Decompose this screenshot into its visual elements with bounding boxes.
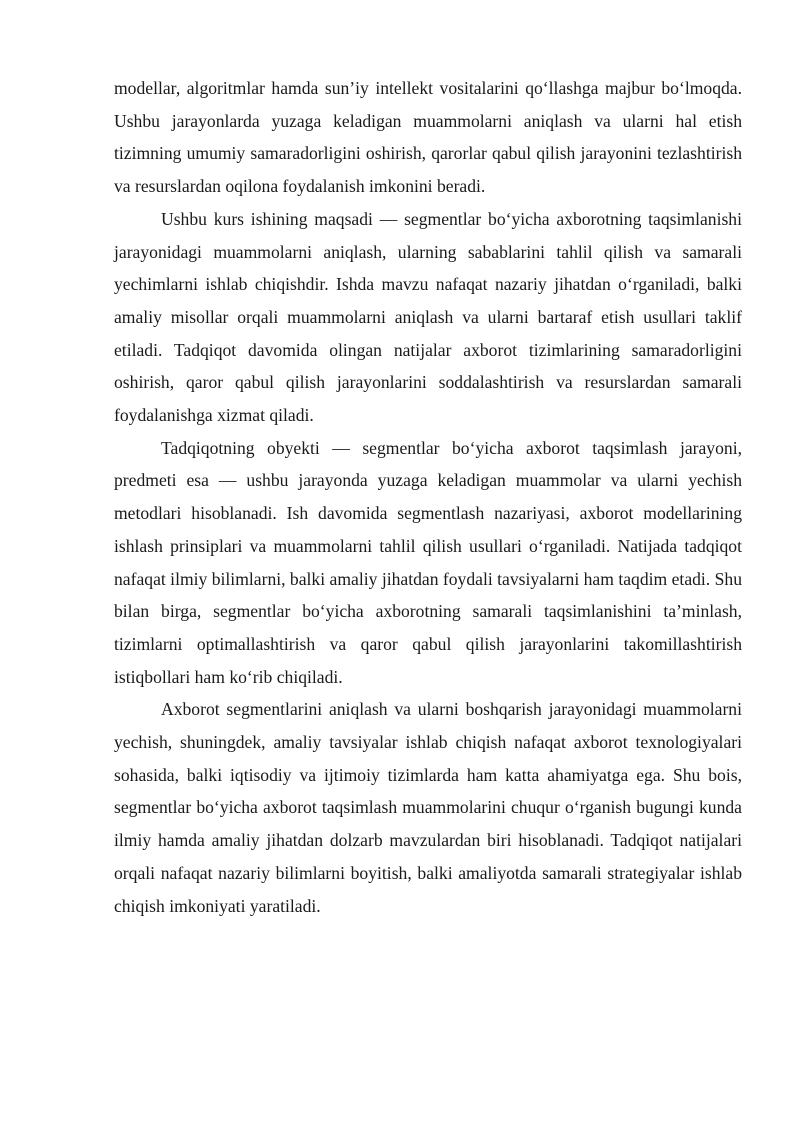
paragraph-purpose: Ushbu kurs ishining maqsadi — segmentlar bo‘yicha axborotning taqsimlanishi jarayonidagi muammolarni aniqlash, ularning sabablarini tahlil qilish va samarali yechimlarni ishlab chiqishdir. Ishda mavzu nafaqat nazariy jihatdan o‘rganiladi, balki amaliy misollar orqali muammolarni aniqlash va ularni bartaraf etish usullari taklif etiladi. Tadqiqot davomida olingan natijalar axborot tizimlarining samaradorligini oshirish, qaror qabul qilish jarayonlarini soddalashtirish va resurslardan samarali foydalanishga xizmat qiladi. <box>114 208 742 426</box>
paragraph-object-subject: Tadqiqotning obyekti — segmentlar bo‘yicha axborot taqsimlash jarayoni, predmeti esa — ushbu jarayonda yuzaga keladigan muammolar va ularni yechish metodlari hisoblanadi. Ish davomida segmentlash nazariyasi, axborot modellarining ishlash prinsiplari va muammolarni tahlil qilish usullari o‘rganiladi. Natijada tadqiqot nafaqat ilmiy bilimlarni, balki amaliy jihatdan foydali tavsiyalarni ham taqdim etadi. Shu bilan birga, segmentlar bo‘yicha axborotning samarali taqsimlanishini ta’minlash, tizimlarni optimallashtirish va qaror qabul qilish jarayonlarini takomillashtirish istiqbollari ham ko‘rib chiqiladi. <box>114 437 742 687</box>
document-body <box>114 72 742 922</box>
paragraph-continuation: modellar, algoritmlar hamda sun’iy intellekt vositalarini qo‘llashga majbur bo‘lmoqda. Ushbu jarayonlarda yuzaga keladigan muammolarni aniqlash va ularni hal etish tizimning umumiy samaradorligini oshirish, qarorlar qabul qilish jarayonini tezlashtirish va resurslardan oqilona foydalanish imkonini beradi. <box>114 78 742 197</box>
paragraph-significance: Axborot segmentlarini aniqlash va ularni boshqarish jarayonidagi muammolarni yechish, shuningdek, amaliy tavsiyalar ishlab chiqish nafaqat axborot texnologiyalari sohasida, balki iqtisodiy va ijtimoiy tizimlarda ham katta ahamiyatga ega. Shu bois, segmentlar bo‘yicha axborot taqsimlash muammolarini chuqur o‘rganish bugungi kunda ilmiy hamda amaliy jihatdan dolzarb mavzulardan biri hisoblanadi. Tadqiqot natijalari orqali nafaqat nazariy bilimlarni boyitish, balki amaliyotda samarali strategiyalar ishlab chiqish imkoniyati yaratiladi. <box>114 699 742 916</box>
